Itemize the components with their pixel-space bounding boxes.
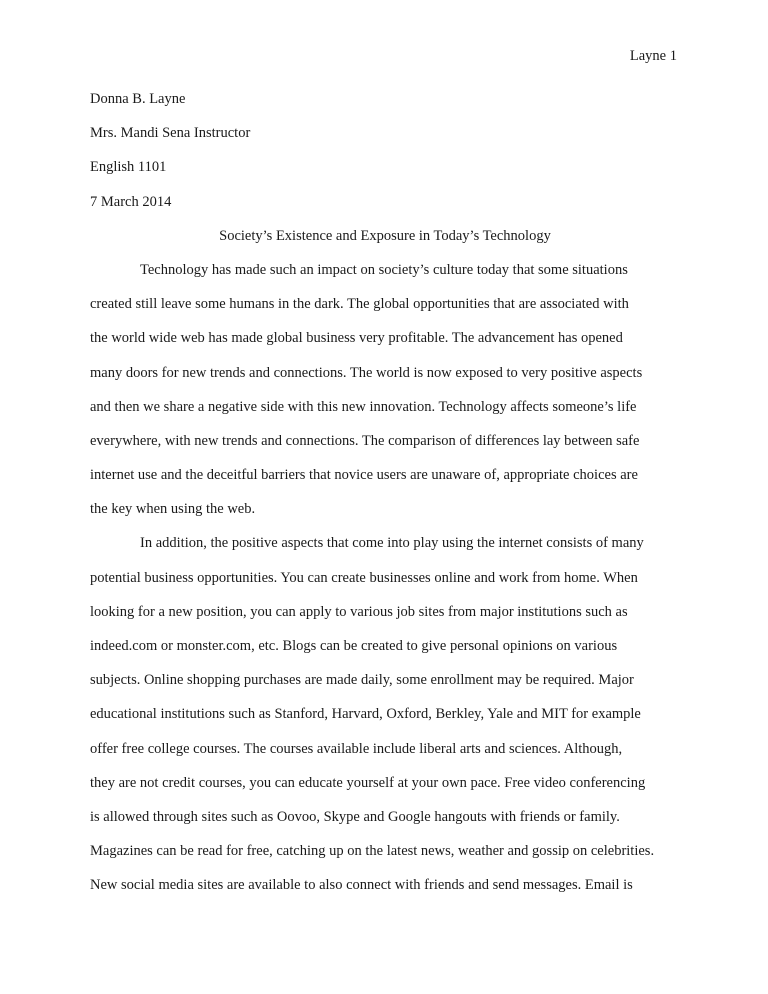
paragraph-line: everywhere, with new trends and connections. The comparison of differences lay between safe — [90, 432, 640, 449]
essay-title: Society’s Existence and Exposure in Today’s Technology — [219, 227, 551, 244]
paragraph-line: indeed.com or monster.com, etc. Blogs can be created to give personal opinions on various — [90, 638, 618, 654]
paragraph-line: created still leave some humans in the dark. The global opportunities that are associated with — [90, 296, 629, 313]
paragraph-2 — [90, 533, 680, 909]
paragraph-line: and then we share a negative side with this new innovation. Technology affects someone’s life — [90, 398, 637, 415]
essay-date: 7 March 2014 — [90, 193, 172, 210]
paragraph-line: they are not credit courses, you can educate yourself at your own pace. Free video conferencing — [90, 774, 646, 791]
instructor-name: Mrs. Mandi Sena Instructor — [90, 125, 251, 142]
paragraph-line: In addition, the positive aspects that come into play using the internet consists of many — [140, 535, 644, 552]
course-name: English 1101 — [90, 159, 167, 176]
paragraph-line: subjects. Online shopping purchases are made daily, some enrollment may be required. Major — [90, 672, 634, 689]
paragraph-line: educational institutions such as Stanford, Harvard, Oxford, Berkley, Yale and MIT for example — [90, 706, 641, 723]
author-name: Donna B. Layne — [90, 91, 186, 107]
paragraph-line: Technology has made such an impact on society’s culture today that some situations — [140, 261, 628, 278]
paragraph-line: New social media sites are available to also connect with friends and send messages. Email is — [90, 877, 633, 894]
paragraph-line: the world wide web has made global business very profitable. The advancement has opened — [90, 330, 623, 347]
paragraph-line: looking for a new position, you can apply to various job sites from major institutions such as — [90, 603, 628, 620]
page-header — [630, 46, 677, 66]
paragraph-line: the key when using the web. — [90, 501, 256, 518]
paragraph-line: is allowed through sites such as Oovoo, Skype and Google hangouts with friends or family. — [90, 808, 620, 825]
page-number-label: Layne 1 — [629, 48, 677, 64]
essay-body — [90, 89, 680, 910]
paragraph-line: internet use and the deceitful barriers that novice users are unaware of, appropriate choices are — [90, 467, 638, 484]
paragraph-line: potential business opportunities. You can create businesses online and work from home. When — [90, 569, 638, 586]
paragraph-1 — [90, 260, 680, 534]
paragraph-line: many doors for new trends and connections. The world is now exposed to very positive aspects — [90, 364, 643, 381]
paragraph-line: Magazines can be read for free, catching up on the latest news, weather and gossip on celebrities. — [90, 843, 655, 860]
paragraph-line: offer free college courses. The courses available include liberal arts and sciences. Although, — [90, 740, 623, 757]
